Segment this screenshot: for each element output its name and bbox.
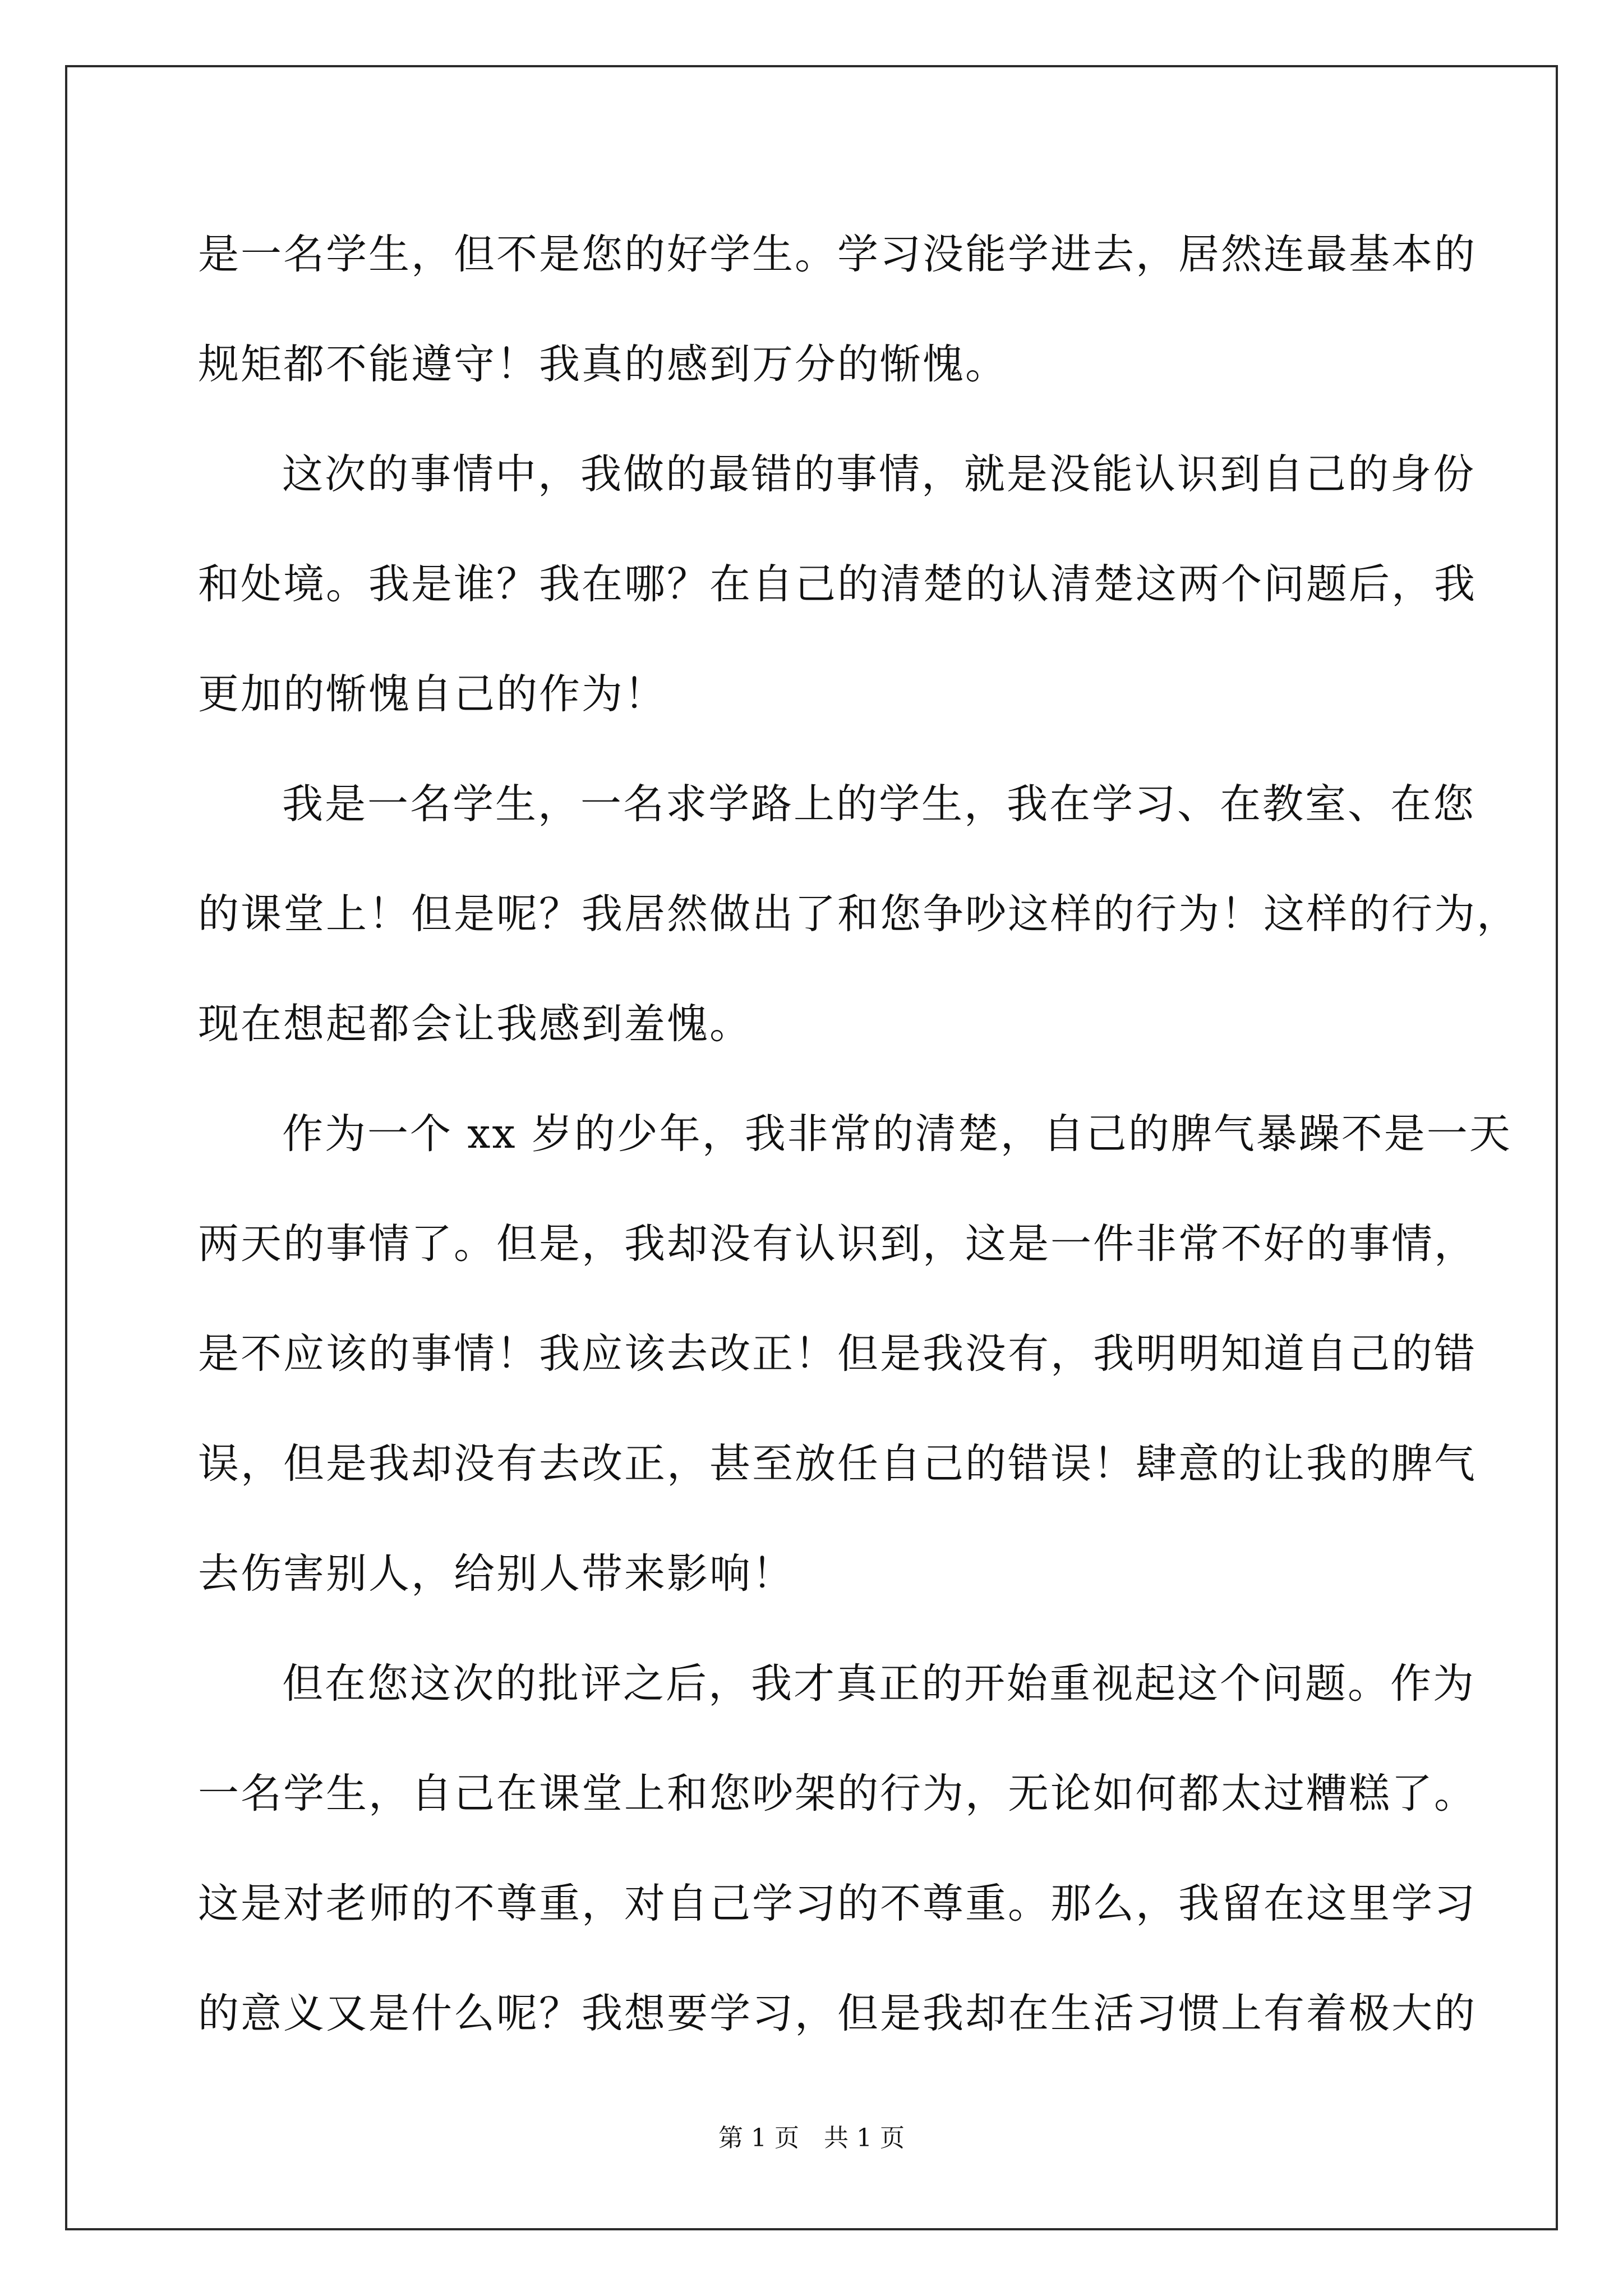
text-line: 和处境。我是谁？我在哪？在自己的清楚的认清楚这两个问题后，我	[198, 560, 1477, 608]
document-body	[198, 200, 1519, 2069]
page-total: 共 1 页	[824, 2124, 905, 2152]
text-line: 更加的惭愧自己的作为！	[198, 670, 667, 718]
text-line: 的意义又是什么呢？我想要学习，但是我却在生活习惯上有着极大的	[198, 1990, 1477, 2037]
paragraph	[198, 200, 1477, 420]
text-line: 的课堂上！但是呢？我居然做出了和您争吵这样的行为！这样的行为，	[198, 890, 1519, 938]
text-line: 两天的事情了。但是，我却没有认识到，这是一件非常不好的事情，	[198, 1220, 1477, 1268]
text-line: 去伤害别人，给别人带来影响！	[198, 1550, 795, 1598]
page-number: 第 1 页	[718, 2124, 799, 2152]
paragraph	[198, 1079, 1512, 1629]
text-line: 一名学生，自己在课堂上和您吵架的行为，无论如何都太过糟糕了。	[198, 1770, 1477, 1818]
text-line: 但在您这次的批评之后，我才真正的开始重视起这个问题。作为	[282, 1660, 1476, 1708]
paragraph	[198, 1629, 1477, 2069]
text-line: 这是对老师的不尊重，对自己学习的不尊重。那么，我留在这里学习	[198, 1880, 1477, 1927]
text-line: 现在想起都会让我感到羞愧。	[198, 1000, 752, 1048]
text-line: 这次的事情中，我做的最错的事情，就是没能认识到自己的身份	[282, 450, 1476, 498]
text-line: 我是一名学生，一名求学路上的学生，我在学习、在教室、在您	[282, 780, 1476, 828]
text-line: 误，但是我却没有去改正，甚至放任自己的错误！肆意的让我的脾气	[198, 1440, 1477, 1488]
text-line: 作为一个 xx 岁的少年，我非常的清楚，自己的脾气暴躁不是一天	[282, 1110, 1512, 1158]
text-line: 规矩都不能遵守！我真的感到万分的惭愧。	[198, 341, 1008, 388]
paragraph	[198, 420, 1477, 749]
paragraph	[198, 749, 1519, 1079]
text-line: 是不应该的事情！我应该去改正！但是我没有，我明明知道自己的错	[198, 1330, 1477, 1378]
text-line: 是一名学生，但不是您的好学生。学习没能学进去，居然连最基本的	[198, 231, 1477, 278]
page-footer	[0, 2118, 1623, 2154]
